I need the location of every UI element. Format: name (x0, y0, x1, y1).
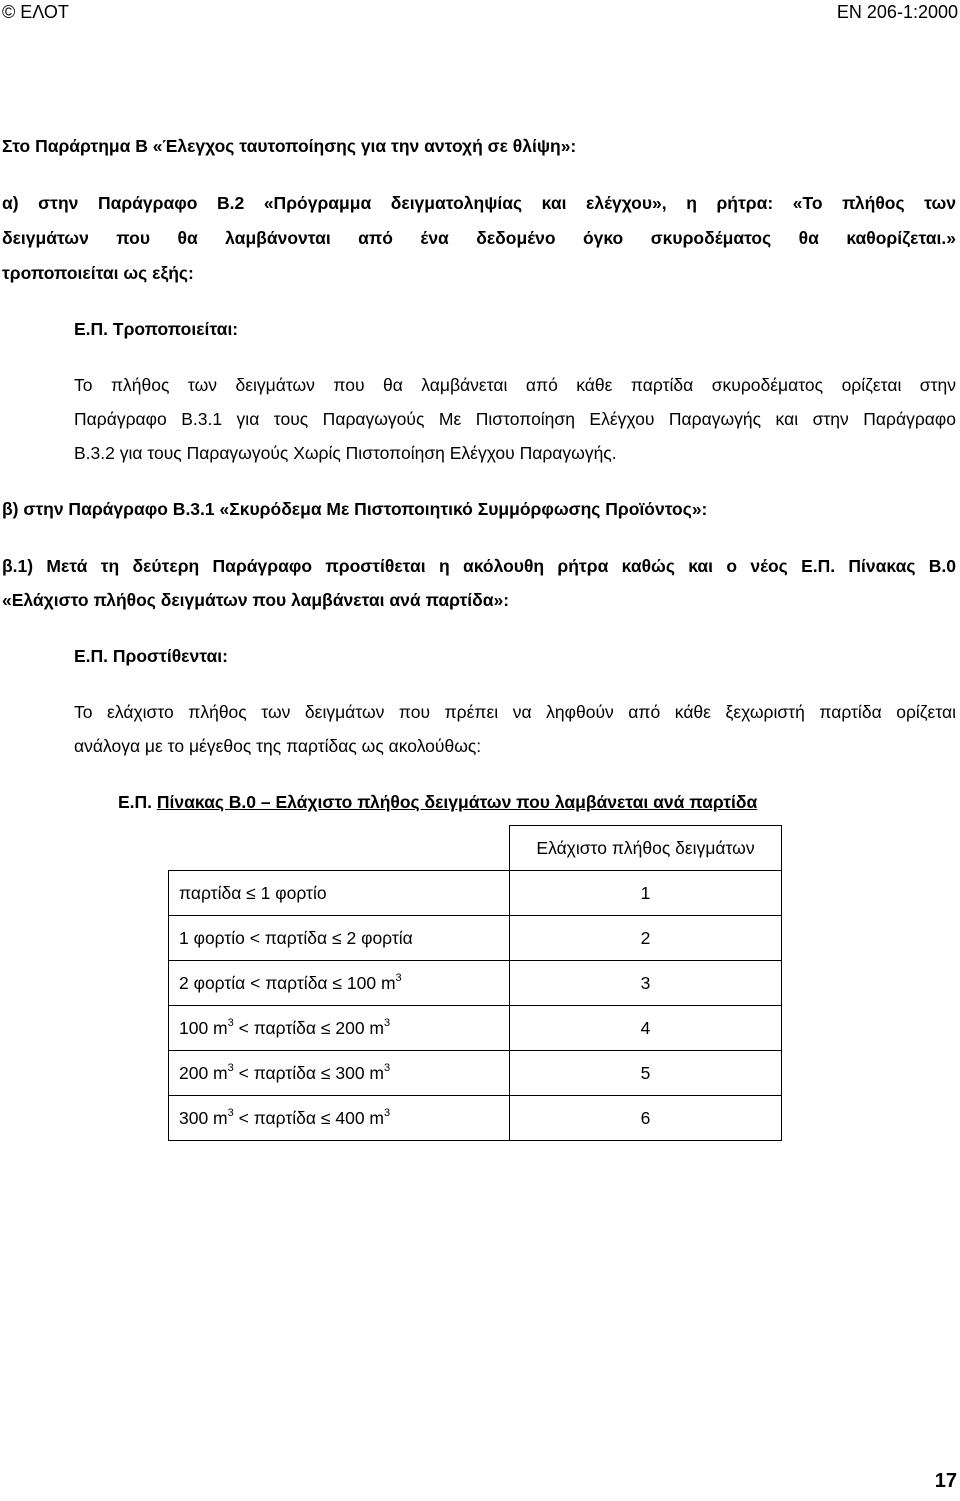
sample-count-cell: 1 (510, 871, 782, 916)
batch-size-cell (169, 1096, 510, 1141)
table-caption-title: – Ελάχιστο πλήθος δειγμάτων που λαμβάνεται ανά παρτίδα (256, 792, 758, 812)
less-equal-symbol: ≤ (246, 882, 256, 903)
table-caption (118, 792, 757, 813)
table-row (169, 1006, 782, 1051)
ep2-line1: Το ελάχιστο πλήθος των δειγμάτων που πρέπει να ληφθούν από κάθε ξεχωριστή παρτίδα ορίζεται (74, 702, 956, 722)
sample-count-cell: 2 (510, 916, 782, 961)
item-b: β) στην Παράγραφο B.3.1 «Σκυρόδεμα Με Πιστοποιητικό Συμμόρφωσης Προϊόντος»: (2, 499, 708, 519)
superscript: 3 (384, 1106, 391, 1119)
table-row (169, 871, 782, 916)
table-row (169, 961, 782, 1006)
batch-size-text: 300 m (179, 1107, 228, 1128)
item-b1-line2: «Ελάχιστο πλήθος δειγμάτων που λαμβάνεται ανά παρτίδα»: (2, 590, 510, 610)
batch-size-text: 100 m (342, 972, 396, 993)
superscript: 3 (395, 971, 402, 984)
batch-size-cell (169, 916, 510, 961)
batch-size-text: 2 φορτία < παρτίδα (179, 972, 333, 993)
less-equal-symbol: ≤ (320, 1017, 331, 1038)
ep1-line2: Παράγραφο B.3.1 για τους Παραγωγούς Με Πιστοποίηση Ελέγχου Παραγωγής και στην Παράγραφο (74, 409, 956, 429)
section-heading: Στο Παράρτημα B «Έλεγχος ταυτοποίησης για την αντοχή σε θλίψη»: (2, 136, 577, 156)
batch-size-text: < παρτίδα (233, 1017, 321, 1038)
item-a-line1: α) στην Παράγραφο B.2 «Πρόγραμμα δειγματοληψίας και ελέγχου», η ρήτρα: «Το πλήθος των (2, 193, 956, 213)
table-caption-number: Πίνακας B.0 (156, 792, 257, 812)
table-row (169, 1051, 782, 1096)
less-equal-symbol: ≤ (332, 972, 343, 993)
ep1-line1: Το πλήθος των δειγμάτων που θα λαμβάνεται από κάθε παρτίδα σκυροδέματος ορίζεται στην (74, 375, 956, 395)
batch-size-text: 2 φορτία (341, 927, 413, 948)
header-left: © ΕΛΟΤ (2, 2, 69, 22)
batch-size-text: 200 m (179, 1062, 228, 1083)
ep2-label: Ε.Π. Προστίθενται: (74, 646, 228, 666)
batch-size-text: < παρτίδα (233, 1062, 321, 1083)
batch-size-cell (169, 871, 510, 916)
table-header-row (169, 826, 782, 871)
batch-size-cell (169, 961, 510, 1006)
batch-size-text: 100 m (179, 1017, 228, 1038)
item-b1-line1: β.1) Μετά τη δεύτερη Παράγραφο προστίθεται η ακόλουθη ρήτρα καθώς και ο νέος Ε.Π. Πίνακας B.0 (2, 556, 956, 576)
table-caption-prefix: Ε.Π. (118, 792, 157, 812)
sample-count-cell: 4 (510, 1006, 782, 1051)
table-column-header: Ελάχιστο πλήθος δειγμάτων (510, 826, 782, 871)
batch-size-text: παρτίδα (179, 882, 247, 903)
batch-size-text: 400 m (330, 1107, 384, 1128)
batch-size-text: < παρτίδα (233, 1107, 321, 1128)
less-equal-symbol: ≤ (320, 1107, 331, 1128)
ep2-line2: ανάλογα με το μέγεθος της παρτίδας ως ακολούθως: (74, 736, 482, 756)
table-row (169, 1096, 782, 1141)
ep1-label: Ε.Π. Τροποποιείται: (74, 319, 239, 339)
batch-size-text: 1 φορτίο (255, 882, 327, 903)
superscript: 3 (384, 1016, 391, 1029)
ep1-line3: B.3.2 για τους Παραγωγούς Χωρίς Πιστοποίηση Ελέγχου Παραγωγής. (74, 443, 617, 463)
item-a-line2: δειγμάτων που θα λαμβάνονται από ένα δεδομένο όγκο σκυροδέματος θα καθορίζεται.» (2, 228, 956, 248)
superscript: 3 (227, 1061, 234, 1074)
header-right: ΕΝ 206-1:2000 (836, 2, 958, 22)
batch-size-text: 200 m (330, 1017, 384, 1038)
batch-size-cell (169, 1051, 510, 1096)
batch-size-text: 1 φορτίο < παρτίδα (179, 927, 333, 948)
less-equal-symbol: ≤ (332, 927, 342, 948)
superscript: 3 (227, 1016, 234, 1029)
sample-count-cell: 5 (510, 1051, 782, 1096)
table-header-blank (169, 826, 510, 871)
superscript: 3 (227, 1106, 234, 1119)
batch-size-cell (169, 1006, 510, 1051)
page-number: 17 (934, 1470, 957, 1492)
samples-table (168, 825, 782, 1141)
batch-size-text: 300 m (330, 1062, 384, 1083)
sample-count-cell: 3 (510, 961, 782, 1006)
sample-count-cell: 6 (510, 1096, 782, 1141)
item-a-line3: τροποποιείται ως εξής: (2, 263, 194, 283)
less-equal-symbol: ≤ (320, 1062, 331, 1083)
superscript: 3 (384, 1061, 391, 1074)
table-row (169, 916, 782, 961)
